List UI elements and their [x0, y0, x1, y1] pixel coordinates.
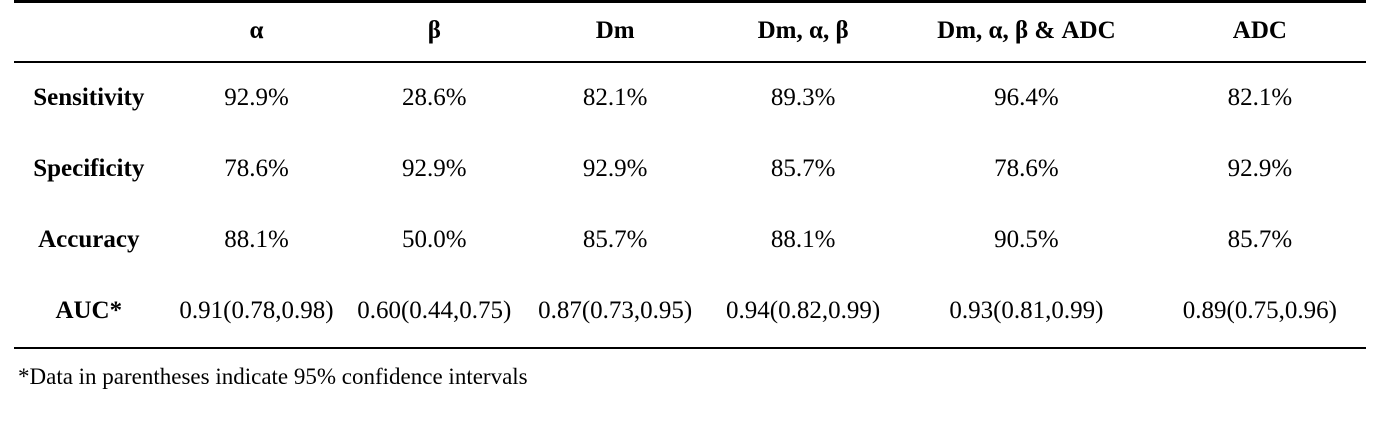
row-label-accuracy: Accuracy [38, 226, 140, 253]
cell-sensitivity-adc: 82.1% [1227, 84, 1293, 111]
row-label-specificity: Specificity [33, 155, 145, 182]
table-body [14, 62, 1366, 348]
table-row [14, 276, 1366, 348]
cell-auc-dm: 0.87(0.73,0.95) [538, 297, 693, 324]
cell-accuracy-adc: 85.7% [1227, 226, 1293, 253]
cell-auc-dm-alpha-beta: 0.94(0.82,0.99) [726, 297, 881, 324]
cell-sensitivity-beta: 28.6% [402, 84, 467, 111]
cell-accuracy-dm-alpha-beta-adc: 90.5% [994, 226, 1059, 253]
column-header-dm-alpha-beta-adc: Dm, α, β & ADC [937, 17, 1116, 44]
column-header-alpha: α [249, 17, 264, 44]
cell-specificity-beta: 92.9% [402, 155, 467, 182]
column-header-0 [14, 2, 168, 63]
cell-auc-beta: 0.60(0.44,0.75) [357, 297, 512, 324]
cell-sensitivity-dm-alpha-beta: 89.3% [770, 84, 836, 111]
column-header-adc: ADC [1232, 17, 1287, 44]
cell-sensitivity-dm-alpha-beta-adc: 96.4% [994, 84, 1059, 111]
column-header-dm: Dm [595, 17, 635, 44]
cell-specificity-alpha: 78.6% [224, 155, 289, 182]
cell-accuracy-dm-alpha-beta: 88.1% [770, 226, 836, 253]
column-header-beta: β [427, 17, 441, 44]
cell-auc-dm-alpha-beta-adc: 0.93(0.81,0.99) [949, 297, 1104, 324]
header-row [14, 2, 1366, 63]
table-row [14, 205, 1366, 276]
table-row [14, 62, 1366, 134]
cell-accuracy-beta: 50.0% [402, 226, 467, 253]
cell-sensitivity-dm: 82.1% [582, 84, 648, 111]
row-label-sensitivity: Sensitivity [33, 84, 145, 111]
performance-metrics-table [14, 0, 1366, 349]
column-header-dm-alpha-beta: Dm, α, β [757, 17, 849, 44]
cell-specificity-adc: 92.9% [1227, 155, 1293, 182]
cell-auc-alpha: 0.91(0.78,0.98) [179, 297, 334, 324]
cell-specificity-dm-alpha-beta-adc: 78.6% [994, 155, 1059, 182]
cell-accuracy-dm: 85.7% [582, 226, 648, 253]
cell-specificity-dm: 92.9% [582, 155, 648, 182]
table-row [14, 134, 1366, 205]
cell-auc-adc: 0.89(0.75,0.96) [1182, 297, 1337, 324]
cell-accuracy-alpha: 88.1% [224, 226, 289, 253]
cell-sensitivity-alpha: 92.9% [224, 84, 289, 111]
table-footnote: *Data in parentheses indicate 95% confidence intervals [18, 364, 528, 389]
cell-specificity-dm-alpha-beta: 85.7% [770, 155, 836, 182]
row-label-auc: AUC* [55, 297, 123, 324]
table-header [14, 2, 1366, 63]
